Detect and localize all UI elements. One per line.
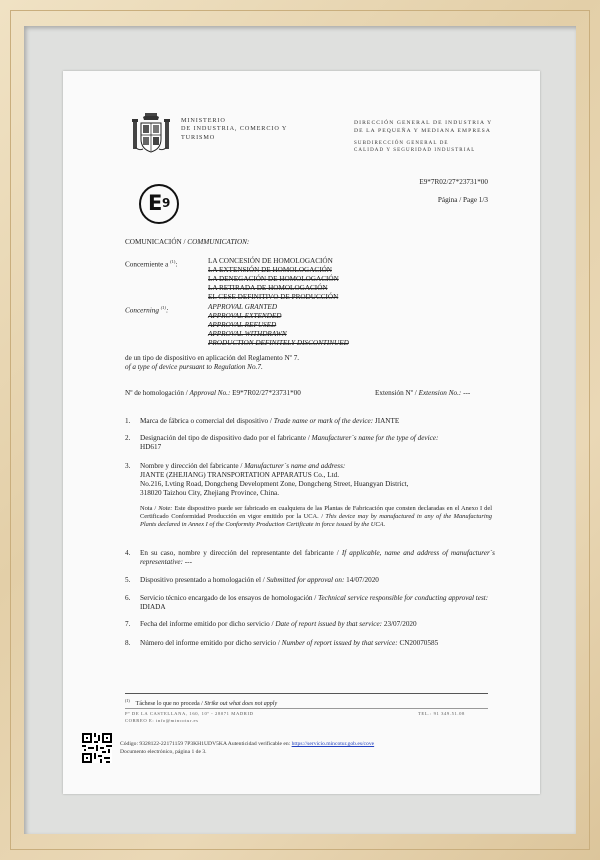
item-number: 5.: [125, 576, 131, 584]
option-withdrawn-en: APPROVAL WITHDRAWN: [208, 330, 287, 338]
option-discontinued-es: EL CESE DEFINITIVO DE PRODUCCIÓN: [208, 293, 339, 301]
item-submitted-date: [140, 576, 495, 585]
ministry-name: [181, 117, 287, 142]
item-label-en: Submitted for approval on:: [266, 576, 345, 584]
item-report-number: [140, 639, 495, 648]
item-number: 2.: [125, 434, 131, 442]
verification-code: [120, 740, 374, 756]
qr-code-icon: [82, 733, 112, 763]
concerning-es-text: Concerniente a: [125, 260, 169, 269]
option-extended-es: LA EXTENSIÓN DE HOMOLOGACIÓN: [208, 266, 332, 274]
communication-heading: [125, 238, 249, 247]
verification-code-text: Código: 9328122-22171159 7P3KH1UDV5KA Autenticidad verificable en:: [120, 741, 292, 747]
item-label-es: Dispositivo presentado a homologación el /: [140, 576, 267, 584]
option-withdrawn-es: LA RETIRADA DE HOMOLOGACIÓN: [208, 284, 328, 292]
item-number: 1.: [125, 417, 131, 425]
footnote-ref-2: (1): [160, 305, 166, 310]
concerning-es-colon: :: [175, 260, 178, 269]
approval-value: E9*7R02/27*23731*00: [230, 389, 301, 397]
electronic-document-note: Documento electrónico, página 1 de 3.: [120, 749, 207, 755]
item-technical-service: [140, 594, 495, 612]
footnote: [125, 697, 277, 708]
concerning-options-es: [208, 257, 339, 302]
option-discontinued-en: PRODUCTION DEFINITELY DISCONTINUED: [208, 339, 349, 347]
subdirectorate-line-1: SUBDIRECCIÓN GENERAL DE: [354, 141, 449, 146]
communication-es: COMUNICACIÓN /: [125, 238, 188, 246]
directorate-name: [354, 119, 492, 154]
item-number: 4.: [125, 549, 131, 557]
directorate-line-2: DE LA PEQUEÑA Y MEDIANA EMPRESA: [354, 128, 492, 134]
ministry-line-2: DE INDUSTRIA, COMERCIO Y: [181, 125, 288, 133]
item-number: 7.: [125, 620, 131, 628]
item-label-en: Date of report issued by that service:: [275, 620, 383, 628]
option-extended-en: APPROVAL EXTENDED: [208, 312, 282, 320]
page-number: Página / Page 1/3: [437, 196, 488, 204]
approval-label-es: Nº de homologación /: [125, 389, 190, 397]
approval-label-en: Approval No.:: [189, 389, 231, 397]
directorate-line-1: DIRECCIÓN GENERAL DE INDUSTRIA Y: [354, 120, 493, 126]
coat-of-arms-icon: [131, 111, 171, 155]
footer-divider: [125, 708, 488, 709]
concerning-label-en: [125, 303, 168, 315]
verification-link[interactable]: https://servicio.mincotur.gob.es/cove: [291, 741, 375, 747]
item-value: 23/07/2020: [382, 620, 417, 628]
item-value: 14/07/2020: [344, 576, 379, 584]
item-report-date: [140, 620, 495, 629]
item-label-es: Número del informe emitido por dicho servicio /: [140, 639, 282, 647]
option-granted-en: APPROVAL GRANTED: [208, 303, 278, 311]
note-text-en: This device may by manufactured in any of the Manufacturing Plants declared in Annex I of the Conformity Production Certificate in force issued by the UCA.: [140, 513, 493, 529]
note-paragraph: [140, 505, 492, 530]
item-manufacturer: [140, 462, 495, 498]
manufacturer-address-1: No.216, Lvting Road, Dongcheng Development Zone, Dongcheng Street, Huangyan District,: [140, 480, 409, 488]
note-label-en: Note:: [158, 505, 173, 512]
item-representative: [140, 549, 495, 567]
subdirectorate-line-2: CALIDAD Y SEGURIDAD INDUSTRIAL: [354, 148, 476, 153]
item-type-designation: [140, 434, 495, 452]
option-refused-es: LA DENEGACIÓN DE HOMOLOGACIÓN: [208, 275, 339, 283]
ministry-line-3: TURISMO: [181, 133, 216, 141]
extension-label-es: Extensión Nº /: [375, 389, 419, 397]
item-number: 6.: [125, 594, 131, 602]
extension-number: [375, 389, 470, 398]
note-text-es: Este dispositivo puede ser fabricado en cualquiera de las Plantas de Fabricación que consten declaradas en el Anexo I del Certificado Conformidad Producción en vigor emitido por la UCA. /: [140, 505, 492, 521]
certificate-page: [63, 71, 540, 794]
concerning-options-en: [208, 303, 349, 348]
ministry-line-1: MINISTERIO: [181, 117, 226, 124]
concerning-label-es: [125, 257, 177, 269]
item-label-es: Nombre y dirección del fabricante /: [140, 462, 245, 470]
note-label-es: Nota /: [140, 505, 159, 512]
footnote-es: Táchese lo que no proceda /: [135, 701, 205, 707]
item-label-es: En su caso, nombre y dirección del representante del fabricante /: [140, 549, 342, 557]
footer-email: CORREO E: info@mincotur.es: [125, 718, 199, 723]
e-mark-circle: [139, 184, 179, 224]
footnote-ref: (1): [170, 259, 176, 264]
device-line-es: de un tipo de dispositivo en aplicación del Reglamento Nº 7.: [125, 354, 300, 362]
approval-number: [125, 389, 301, 398]
item-label-es: Designación del tipo de dispositivo dado por el fabricante /: [140, 434, 312, 442]
manufacturer-address-2: 318020 Taizhou City, Zhejiang Province, China.: [140, 489, 280, 497]
communication-en: COMMUNICATION:: [187, 238, 250, 246]
item-value: CN20070585: [397, 639, 439, 647]
reference-number: E9*7R02/27*23731*00: [419, 178, 488, 186]
e-mark-letter: E: [148, 191, 163, 215]
option-refused-en: APPROVAL REFUSED: [208, 321, 277, 329]
item-label-es: Marca de fábrica o comercial del dispositivo /: [140, 417, 274, 425]
item-label-en: Manufacturer´s name and address:: [244, 462, 346, 470]
item-value: IDIADA: [140, 603, 166, 611]
item-number: 8.: [125, 639, 131, 647]
item-label-en: Number of report issued by that service:: [281, 639, 398, 647]
item-label-en: Manufacturer´s name for the type of device:: [311, 434, 439, 442]
e-mark-number: 9: [162, 196, 171, 210]
item-label-en: If applicable, name and address of manufacturer´s representative:: [140, 549, 495, 566]
footnote-en: Strike out what does not apply: [204, 701, 278, 707]
item-number: 3.: [125, 462, 131, 470]
footer-phone: TEL.: 91 349.51.08: [418, 711, 465, 716]
item-label-es: Fecha del informe emitido por dicho servicio /: [140, 620, 276, 628]
item-label-es: Servicio técnico encargado de los ensayos de homologación /: [140, 594, 319, 602]
extension-value: ---: [461, 389, 471, 397]
concerning-en-text: Concerning: [125, 306, 159, 315]
concerning-en-colon: :: [165, 306, 169, 315]
footnote-divider: [125, 693, 488, 694]
item-label-en: Trade name or mark of the device:: [273, 417, 374, 425]
item-trade-name: [140, 417, 495, 426]
item-value: ---: [182, 558, 192, 566]
option-granted-es: LA CONCESIÓN DE HOMOLOGACIÓN: [208, 257, 333, 265]
footer-address: Pº DE LA CASTELLANA, 160, 10º - 28071 MADRID: [125, 711, 254, 716]
extension-label-en: Extension No.:: [418, 389, 462, 397]
item-value: JIANTE: [373, 417, 400, 425]
manufacturer-name: JIANTE (ZHEJIANG) TRANSPORTATION APPARATUS Co., Ltd.: [140, 471, 340, 479]
device-line-en: of a type of device pursuant to Regulation No.7.: [125, 363, 263, 371]
item-value: HD617: [140, 443, 162, 451]
item-label-en: Technical service responsible for conducting approval test:: [318, 594, 489, 602]
footnote-mark: (1): [125, 698, 130, 703]
